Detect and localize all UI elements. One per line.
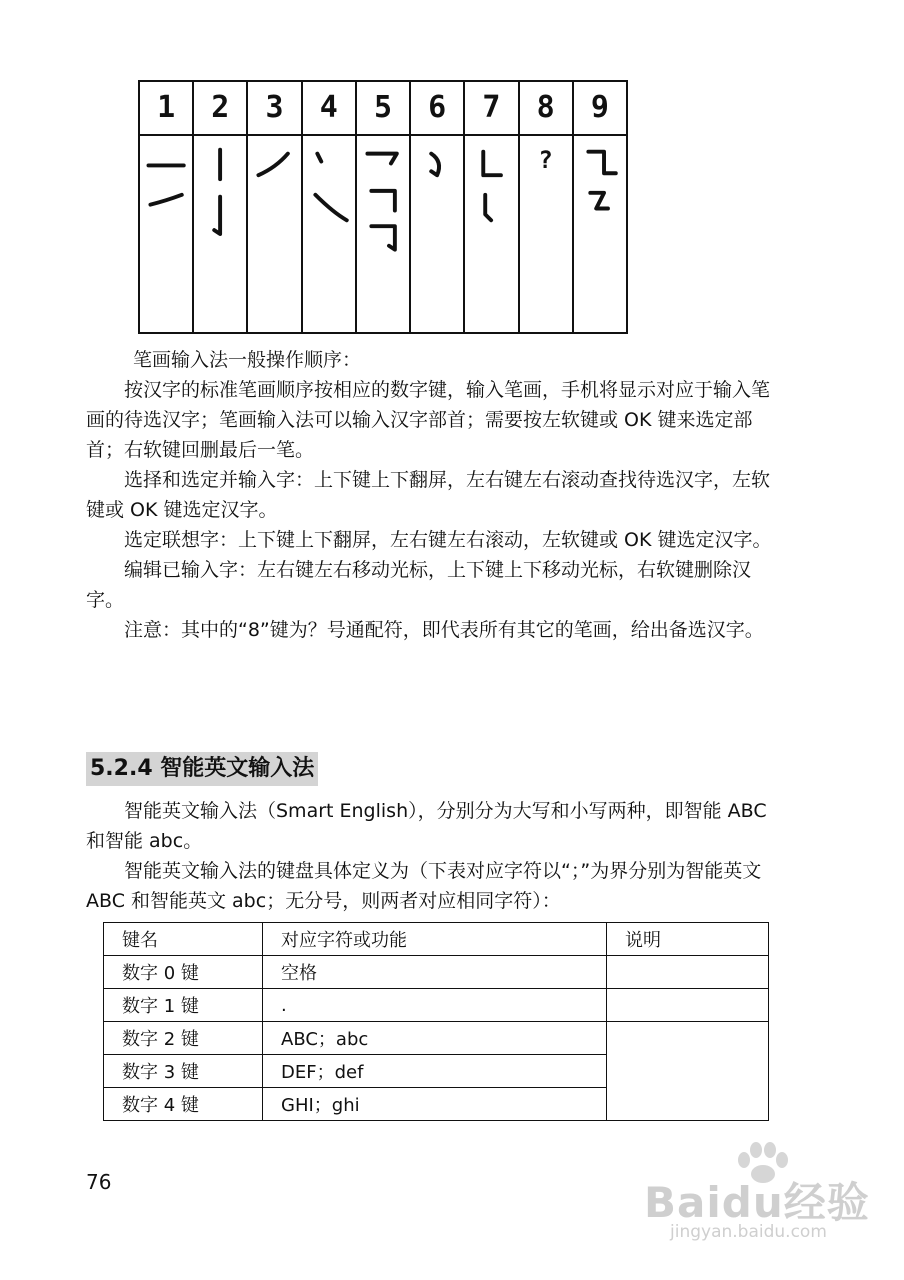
table-row	[104, 1022, 769, 1055]
paragraph: 选择和选定并输入字：上下键上下翻屏，左右键左右滚动查找待选汉字，左软键或 OK 键选定汉字。	[86, 469, 771, 521]
stroke-column-1	[140, 82, 194, 332]
column-header: 键名	[104, 923, 263, 956]
stroke-column-8	[520, 82, 574, 332]
stroke-key-number: 1	[140, 82, 192, 136]
column-header: 说明	[607, 923, 769, 956]
baidu-watermark	[640, 1140, 880, 1250]
key-name: 数字 1 键	[104, 989, 263, 1022]
stroke-method-instructions	[86, 375, 786, 645]
key-function: DEF；def	[263, 1055, 607, 1088]
key-function: GHI；ghi	[263, 1088, 607, 1121]
page-number: 76	[86, 1170, 112, 1194]
stroke-method-heading: 笔画输入法一般操作顺序：	[133, 349, 362, 371]
key-note	[607, 1022, 769, 1121]
stroke-vertical-bend-icon	[465, 136, 517, 332]
stroke-key-number: 4	[303, 82, 355, 136]
wildcard-symbol: ?	[538, 146, 553, 174]
column-header: 对应字符或功能	[263, 923, 607, 956]
watermark-brand: Baidu经验	[644, 1178, 870, 1227]
stroke-key-number: 6	[411, 82, 463, 136]
stroke-column-4	[303, 82, 357, 332]
stroke-key-number: 3	[248, 82, 300, 136]
stroke-dot-icon	[303, 136, 355, 332]
table-header-row	[104, 923, 769, 956]
key-name: 数字 2 键	[104, 1022, 263, 1055]
key-function: ABC；abc	[263, 1022, 607, 1055]
stroke-key-number: 5	[357, 82, 409, 136]
stroke-curve-icon	[411, 136, 463, 332]
stroke-key-number: 7	[465, 82, 517, 136]
stroke-key-number: 2	[194, 82, 246, 136]
key-name: 数字 3 键	[104, 1055, 263, 1088]
key-function: .	[263, 989, 607, 1022]
key-name: 数字 0 键	[104, 956, 263, 989]
section-heading: 5.2.4 智能英文输入法	[86, 752, 318, 786]
stroke-column-2	[194, 82, 248, 332]
stroke-column-5	[357, 82, 411, 332]
key-note	[607, 989, 769, 1022]
stroke-column-9	[574, 82, 626, 332]
paragraph: 编辑已输入字：左右键左右移动光标，上下键上下移动光标，右软键删除汉字。	[86, 559, 752, 611]
paragraph: 注意：其中的“8”键为？号通配符，即代表所有其它的笔画，给出备选汉字。	[124, 619, 764, 641]
wildcard-icon	[520, 136, 572, 332]
paragraph: 智能英文输入法的键盘具体定义为（下表对应字符以“；”为界分别为智能英文 ABC 和智能英文 abc；无分号，则两者对应相同字符）：	[86, 860, 762, 912]
stroke-column-3	[248, 82, 302, 332]
table-row	[104, 956, 769, 989]
key-mapping-table	[103, 922, 769, 1121]
key-name: 数字 4 键	[104, 1088, 263, 1121]
stroke-key-table	[138, 80, 628, 334]
paragraph: 智能英文输入法（Smart English），分别分为大写和小写两种，即智能 ABC 和智能 abc。	[86, 800, 767, 852]
smart-english-description	[86, 796, 786, 916]
stroke-key-number: 9	[574, 82, 626, 136]
stroke-column-7	[465, 82, 519, 332]
paragraph: 按汉字的标准笔画顺序按相应的数字键，输入笔画，手机将显示对应于输入笔画的待选汉字；笔画输入法可以输入汉字部首；需要按左软键或 OK 键来选定部首；右软键回删最后一笔。	[86, 379, 771, 461]
key-note	[607, 956, 769, 989]
stroke-vertical-icon	[194, 136, 246, 332]
stroke-left-falling-icon	[248, 136, 300, 332]
stroke-turning-icon	[357, 136, 409, 332]
stroke-horizontal-icon	[140, 136, 192, 332]
watermark-url: jingyan.baidu.com	[670, 1222, 827, 1242]
stroke-key-number: 8	[520, 82, 572, 136]
stroke-column-6	[411, 82, 465, 332]
table-row	[104, 989, 769, 1022]
stroke-hook-icon	[574, 136, 626, 332]
paragraph: 选定联想字：上下键上下翻屏，左右键左右滚动，左软键或 OK 键选定汉字。	[124, 529, 772, 551]
key-function: 空格	[263, 956, 607, 989]
